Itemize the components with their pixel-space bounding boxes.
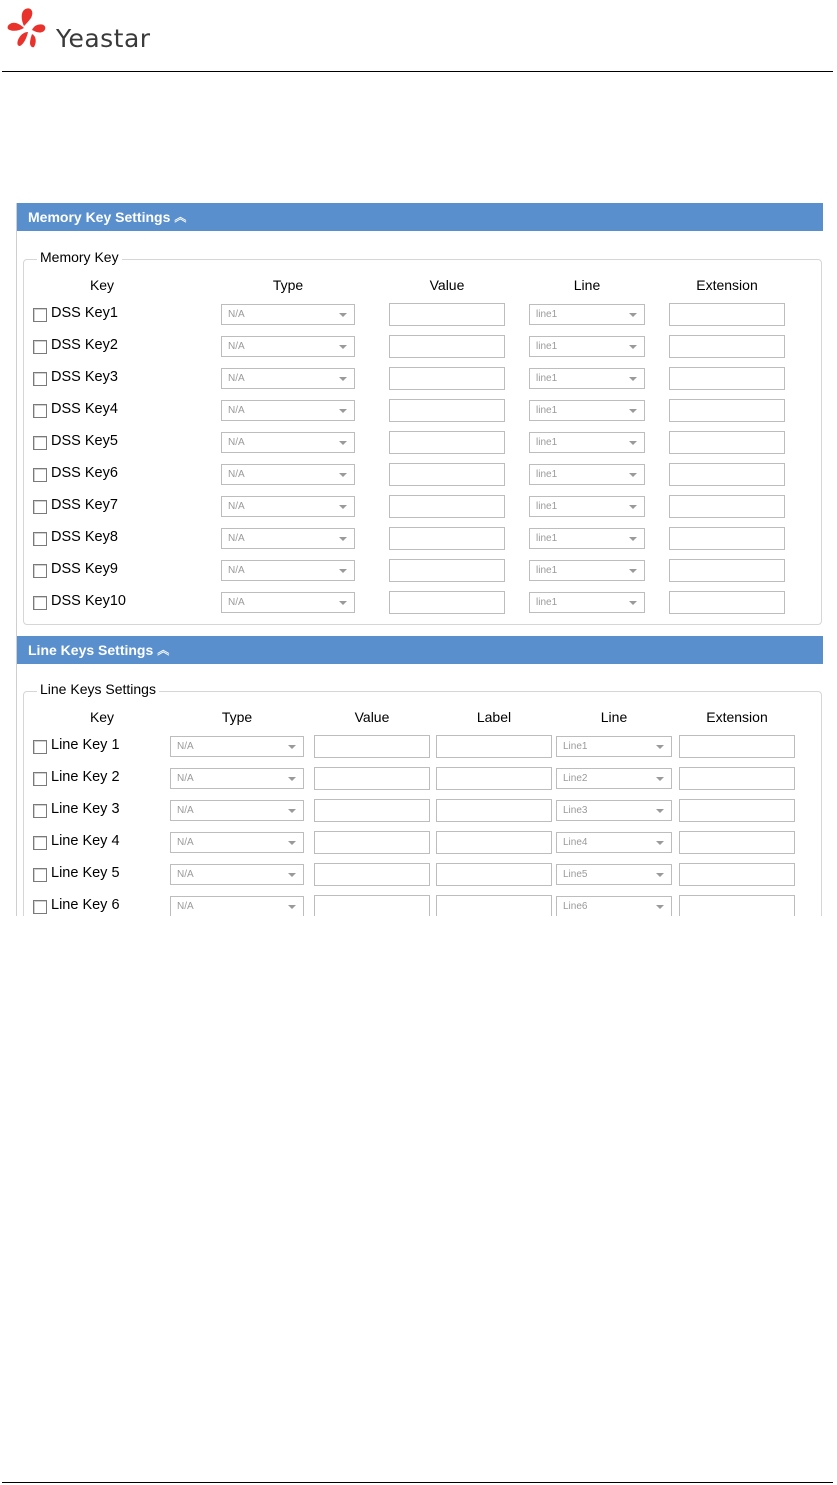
- dropdown-arrow-icon[interactable]: [629, 441, 637, 445]
- line-key-value-input[interactable]: [314, 767, 430, 790]
- dropdown-arrow-icon[interactable]: [339, 569, 347, 573]
- line-key-label: Line Key 6: [51, 897, 120, 913]
- dropdown-arrow-icon[interactable]: [339, 409, 347, 413]
- line-header-label: Label: [476, 709, 512, 725]
- dss-key-value-input[interactable]: [389, 495, 505, 518]
- dss-key-line-select-value: line1: [536, 597, 558, 608]
- dss-key-extension-input[interactable]: [669, 335, 785, 358]
- memory-key-settings-title: Memory Key Settings: [28, 209, 171, 225]
- dss-key-extension-input[interactable]: [669, 303, 785, 326]
- line-key-label-input[interactable]: [436, 863, 552, 886]
- line-key-line-select-value: Line4: [563, 837, 588, 848]
- dss-key-line-select[interactable]: [529, 432, 645, 453]
- dss-key-value-input[interactable]: [389, 399, 505, 422]
- dss-key-label: DSS Key4: [51, 401, 118, 417]
- dropdown-arrow-icon[interactable]: [629, 345, 637, 349]
- dss-key-type-select-value: N/A: [228, 373, 245, 384]
- dss-key-extension-input[interactable]: [669, 463, 785, 486]
- dss-key-line-select-value: line1: [536, 533, 558, 544]
- dss-key-line-select[interactable]: [529, 528, 645, 549]
- dss-key-checkbox[interactable]: [33, 532, 47, 546]
- line-key-label-input[interactable]: [436, 767, 552, 790]
- dss-key-type-select[interactable]: [221, 560, 355, 581]
- dss-key-line-select-value: line1: [536, 341, 558, 352]
- dss-key-type-select[interactable]: [221, 432, 355, 453]
- dss-key-line-select[interactable]: [529, 368, 645, 389]
- line-key-type-select-value: N/A: [177, 773, 194, 784]
- dropdown-arrow-icon[interactable]: [656, 873, 664, 877]
- line-key-type-select[interactable]: [170, 896, 304, 916]
- dss-key-line-select-value: line1: [536, 501, 558, 512]
- dss-key-type-select-value: N/A: [228, 533, 245, 544]
- settings-screenshot: [16, 203, 823, 916]
- dss-key-extension-input[interactable]: [669, 559, 785, 582]
- dropdown-arrow-icon[interactable]: [288, 777, 296, 781]
- dss-key-line-select-value: line1: [536, 373, 558, 384]
- dss-key-type-select-value: N/A: [228, 437, 245, 448]
- footer-divider: [2, 1482, 833, 1483]
- dss-key-value-input[interactable]: [389, 463, 505, 486]
- dss-key-label: DSS Key8: [51, 529, 118, 545]
- line-key-label: Line Key 3: [51, 801, 120, 817]
- line-key-checkbox[interactable]: [33, 900, 47, 914]
- dss-key-type-select[interactable]: [221, 528, 355, 549]
- dss-key-checkbox[interactable]: [33, 340, 47, 354]
- dss-key-checkbox[interactable]: [33, 500, 47, 514]
- line-key-type-select-value: N/A: [177, 869, 194, 880]
- line-header-type: Type: [221, 709, 253, 725]
- dropdown-arrow-icon[interactable]: [656, 745, 664, 749]
- line-key-value-input[interactable]: [314, 799, 430, 822]
- dss-key-label: DSS Key6: [51, 465, 118, 481]
- dss-key-line-select-value: line1: [536, 565, 558, 576]
- brand-name: Yeastar: [56, 24, 151, 53]
- dss-key-value-input[interactable]: [389, 303, 505, 326]
- dropdown-arrow-icon[interactable]: [629, 409, 637, 413]
- line-key-extension-input[interactable]: [679, 863, 795, 886]
- dropdown-arrow-icon[interactable]: [629, 569, 637, 573]
- line-key-type-select[interactable]: [170, 864, 304, 885]
- dss-key-checkbox[interactable]: [33, 308, 47, 322]
- dss-key-type-select-value: N/A: [228, 501, 245, 512]
- line-key-line-select-value: Line5: [563, 869, 588, 880]
- line-key-checkbox[interactable]: [33, 804, 47, 818]
- dss-key-type-select-value: N/A: [228, 469, 245, 480]
- line-key-checkbox[interactable]: [33, 740, 47, 754]
- dss-key-value-input[interactable]: [389, 431, 505, 454]
- line-key-label-input[interactable]: [436, 895, 552, 916]
- line-key-checkbox[interactable]: [33, 772, 47, 786]
- dropdown-arrow-icon[interactable]: [629, 537, 637, 541]
- dss-key-type-select[interactable]: [221, 496, 355, 517]
- line-header-line: Line: [600, 709, 628, 725]
- dropdown-arrow-icon[interactable]: [656, 809, 664, 813]
- dss-key-line-select[interactable]: [529, 592, 645, 613]
- dss-key-line-select[interactable]: [529, 496, 645, 517]
- dss-key-extension-input[interactable]: [669, 591, 785, 614]
- dss-key-type-select[interactable]: [221, 368, 355, 389]
- line-key-label: Line Key 5: [51, 865, 120, 881]
- line-keys-legend: Line Keys Settings: [37, 681, 159, 697]
- line-key-extension-input[interactable]: [679, 799, 795, 822]
- dropdown-arrow-icon[interactable]: [339, 601, 347, 605]
- memory-header-type: Type: [272, 277, 304, 293]
- dss-key-type-select-value: N/A: [228, 341, 245, 352]
- dss-key-line-select-value: line1: [536, 405, 558, 416]
- dropdown-arrow-icon[interactable]: [339, 537, 347, 541]
- dss-key-checkbox[interactable]: [33, 404, 47, 418]
- dss-key-type-select[interactable]: [221, 592, 355, 613]
- line-key-type-select[interactable]: [170, 800, 304, 821]
- line-key-checkbox[interactable]: [33, 836, 47, 850]
- line-key-line-select[interactable]: [556, 800, 672, 821]
- dropdown-arrow-icon[interactable]: [339, 505, 347, 509]
- line-key-line-select[interactable]: [556, 832, 672, 853]
- dss-key-type-select-value: N/A: [228, 309, 245, 320]
- dropdown-arrow-icon[interactable]: [339, 473, 347, 477]
- dss-key-value-input[interactable]: [389, 335, 505, 358]
- dss-key-value-input[interactable]: [389, 559, 505, 582]
- dss-key-line-select-value: line1: [536, 309, 558, 320]
- line-key-line-select[interactable]: [556, 864, 672, 885]
- dss-key-checkbox[interactable]: [33, 564, 47, 578]
- line-key-line-select-value: Line1: [563, 741, 588, 752]
- dropdown-arrow-icon[interactable]: [339, 345, 347, 349]
- dss-key-extension-input[interactable]: [669, 495, 785, 518]
- dss-key-type-select-value: N/A: [228, 405, 245, 416]
- dss-key-label: DSS Key1: [51, 305, 118, 321]
- dropdown-arrow-icon[interactable]: [339, 377, 347, 381]
- header-divider: [2, 71, 833, 72]
- dropdown-arrow-icon[interactable]: [288, 745, 296, 749]
- dss-key-value-input[interactable]: [389, 527, 505, 550]
- memory-header-key: Key: [89, 277, 115, 293]
- dss-key-line-select[interactable]: [529, 304, 645, 325]
- line-key-type-select[interactable]: [170, 832, 304, 853]
- dss-key-label: DSS Key10: [51, 593, 126, 609]
- line-key-line-select-value: Line3: [563, 805, 588, 816]
- dss-key-label: DSS Key9: [51, 561, 118, 577]
- line-header-extension: Extension: [706, 709, 768, 725]
- dropdown-arrow-icon[interactable]: [656, 777, 664, 781]
- line-key-type-select-value: N/A: [177, 901, 194, 912]
- line-header-value: Value: [354, 709, 390, 725]
- line-key-type-select-value: N/A: [177, 805, 194, 816]
- line-key-line-select[interactable]: [556, 768, 672, 789]
- dss-key-extension-input[interactable]: [669, 527, 785, 550]
- line-key-checkbox[interactable]: [33, 868, 47, 882]
- line-keys-settings-bar[interactable]: [17, 636, 823, 664]
- line-key-label: Line Key 1: [51, 737, 120, 753]
- line-key-type-select-value: N/A: [177, 741, 194, 752]
- line-keys-settings-title: Line Keys Settings: [28, 642, 154, 658]
- line-key-line-select-value: Line6: [563, 901, 588, 912]
- line-key-extension-input[interactable]: [679, 735, 795, 758]
- dss-key-type-select[interactable]: [221, 336, 355, 357]
- dropdown-arrow-icon[interactable]: [629, 601, 637, 605]
- dss-key-extension-input[interactable]: [669, 367, 785, 390]
- line-key-label: Line Key 4: [51, 833, 120, 849]
- line-key-line-select-value: Line2: [563, 773, 588, 784]
- line-key-line-select[interactable]: [556, 896, 672, 916]
- line-key-type-select[interactable]: [170, 768, 304, 789]
- memory-header-extension: Extension: [696, 277, 758, 293]
- dropdown-arrow-icon[interactable]: [629, 313, 637, 317]
- dss-key-extension-input[interactable]: [669, 399, 785, 422]
- dropdown-arrow-icon[interactable]: [629, 505, 637, 509]
- dss-key-label: DSS Key5: [51, 433, 118, 449]
- collapse-chevron-icon[interactable]: ︽: [157, 643, 170, 657]
- dss-key-value-input[interactable]: [389, 367, 505, 390]
- line-header-key: Key: [89, 709, 115, 725]
- dss-key-line-select[interactable]: [529, 336, 645, 357]
- dropdown-arrow-icon[interactable]: [656, 905, 664, 909]
- collapse-chevron-icon[interactable]: ︽: [174, 210, 187, 224]
- dss-key-line-select-value: line1: [536, 437, 558, 448]
- dss-key-line-select[interactable]: [529, 464, 645, 485]
- dss-key-line-select-value: line1: [536, 469, 558, 480]
- dss-key-type-select-value: N/A: [228, 597, 245, 608]
- line-key-extension-input[interactable]: [679, 767, 795, 790]
- yeastar-logo-icon: [4, 4, 60, 60]
- dropdown-arrow-icon[interactable]: [288, 873, 296, 877]
- line-key-value-input[interactable]: [314, 831, 430, 854]
- memory-header-line: Line: [573, 277, 601, 293]
- dss-key-type-select[interactable]: [221, 304, 355, 325]
- dss-key-line-select[interactable]: [529, 400, 645, 421]
- dss-key-type-select[interactable]: [221, 400, 355, 421]
- dss-key-extension-input[interactable]: [669, 431, 785, 454]
- dss-key-checkbox[interactable]: [33, 436, 47, 450]
- line-key-extension-input[interactable]: [679, 895, 795, 916]
- dropdown-arrow-icon[interactable]: [339, 313, 347, 317]
- dss-key-line-select[interactable]: [529, 560, 645, 581]
- memory-key-settings-bar[interactable]: [17, 203, 823, 231]
- dropdown-arrow-icon[interactable]: [629, 473, 637, 477]
- dropdown-arrow-icon[interactable]: [339, 441, 347, 445]
- line-key-type-select[interactable]: [170, 736, 304, 757]
- line-key-extension-input[interactable]: [679, 831, 795, 854]
- line-key-value-input[interactable]: [314, 895, 430, 916]
- memory-header-value: Value: [429, 277, 465, 293]
- line-key-type-select-value: N/A: [177, 837, 194, 848]
- dss-key-type-select[interactable]: [221, 464, 355, 485]
- line-key-label-input[interactable]: [436, 831, 552, 854]
- dropdown-arrow-icon[interactable]: [288, 905, 296, 909]
- line-key-label-input[interactable]: [436, 799, 552, 822]
- dss-key-type-select-value: N/A: [228, 565, 245, 576]
- dropdown-arrow-icon[interactable]: [288, 841, 296, 845]
- dropdown-arrow-icon[interactable]: [656, 841, 664, 845]
- dss-key-label: DSS Key7: [51, 497, 118, 513]
- line-key-value-input[interactable]: [314, 863, 430, 886]
- memory-key-legend: Memory Key: [37, 249, 122, 265]
- dss-key-checkbox[interactable]: [33, 372, 47, 386]
- dropdown-arrow-icon[interactable]: [629, 377, 637, 381]
- dss-key-label: DSS Key2: [51, 337, 118, 353]
- dss-key-checkbox[interactable]: [33, 596, 47, 610]
- line-key-label-input[interactable]: [436, 735, 552, 758]
- dss-key-label: DSS Key3: [51, 369, 118, 385]
- line-key-value-input[interactable]: [314, 735, 430, 758]
- dss-key-checkbox[interactable]: [33, 468, 47, 482]
- line-key-label: Line Key 2: [51, 769, 120, 785]
- dropdown-arrow-icon[interactable]: [288, 809, 296, 813]
- line-key-line-select[interactable]: [556, 736, 672, 757]
- dss-key-value-input[interactable]: [389, 591, 505, 614]
